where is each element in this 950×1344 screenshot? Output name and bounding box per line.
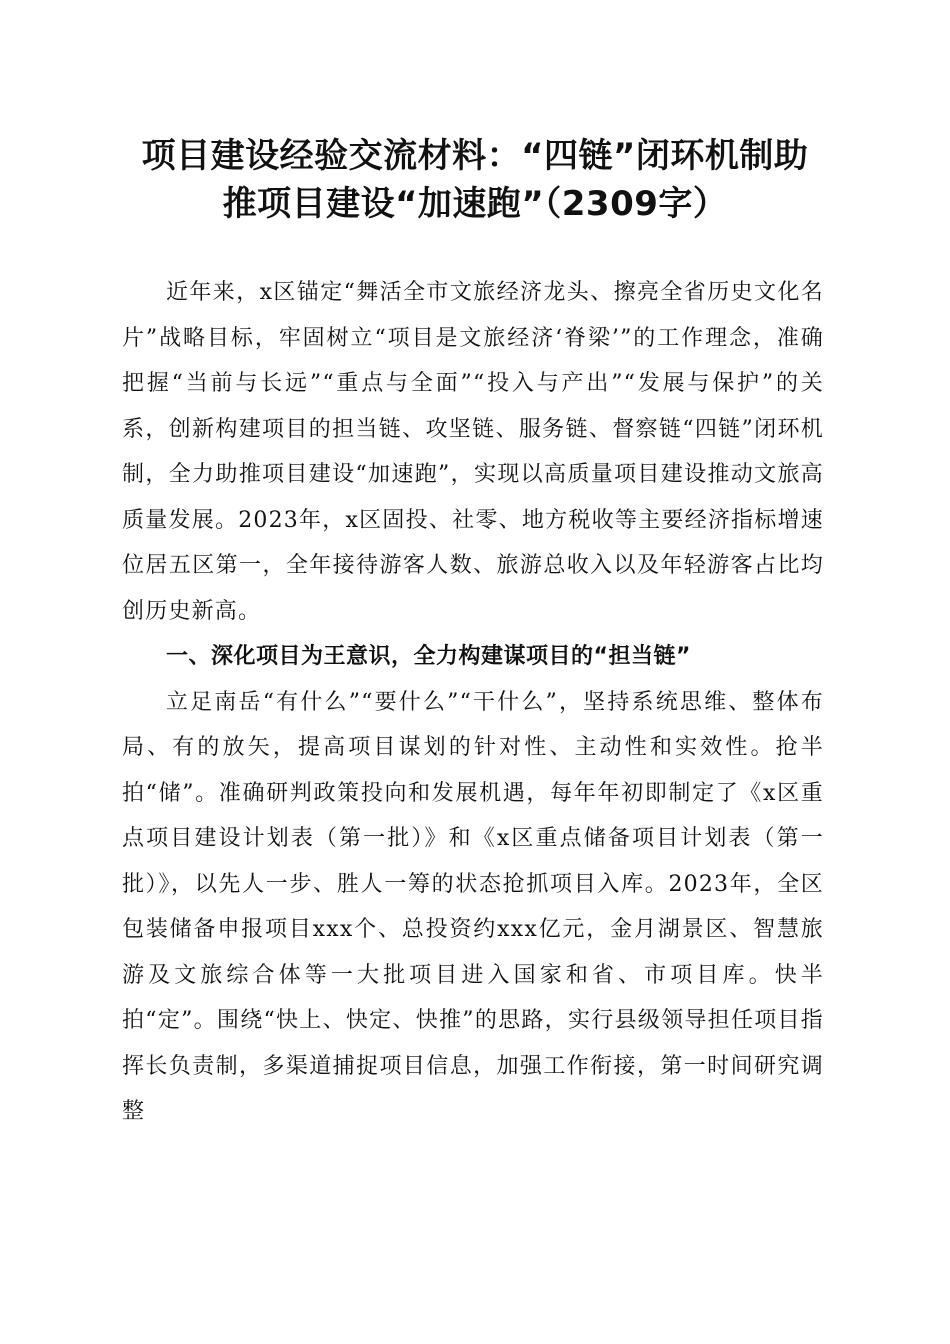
section-1-paragraph: 立足南岳“有什么”“要什么”“干什么”，坚持系统思维、整体布局、有的放矢，提高项目谋划的针对性、主动性和实效性。抢半拍“储”。准确研判政策投向和发展机遇，每年年初即制定了《x区重点项目建设计划表（第一批）》和《x区重点储备项目计划表（第一批）》，以先人一步、胜人一筹的状态抢抓项目入库。2023年，全区包装储备申报项目xxx个、总投资约xxx亿元，金月湖景区、智慧旅游及文旅综合体等一大批项目进入国家和省、市项目库。快半拍“定”。围绕“快上、快定、快推”的思路，实行县级领导担任项目指挥长负责制，多渠道捕捉项目信息，加强工作衔接，第一时间研究调整: [122, 689, 824, 1124]
intro-paragraph: 近年来，x区锚定“舞活全市文旅经济龙头、擦亮全省历史文化名片”战略目标，牢固树立“项目是文旅经济‘脊梁’”的工作理念，准确把握“当前与长远”“重点与全面”“投入与产出”“发展与保护”的关系，创新构建项目的担当链、攻坚链、服务链、督察链“四链”闭环机制，全力助推项目建设“加速跑”，实现以高质量项目建设推动文旅高质量发展。2023年，x区固投、社零、地方税收等主要经济指标增速位居五区第一，全年接待游客人数、旅游总收入以及年轻游客占比均创历史新高。: [122, 280, 824, 624]
title-line-1: 项目建设经验交流材料：“四链”闭环机制助: [141, 136, 809, 176]
document-title: [100, 132, 850, 228]
title-line-2: 推项目建设“加速跑”（2309字）: [222, 184, 728, 224]
section-heading-1: 一、深化项目为王意识，全力构建谋项目的“担当链”: [166, 644, 691, 669]
document-body: [122, 270, 824, 1135]
